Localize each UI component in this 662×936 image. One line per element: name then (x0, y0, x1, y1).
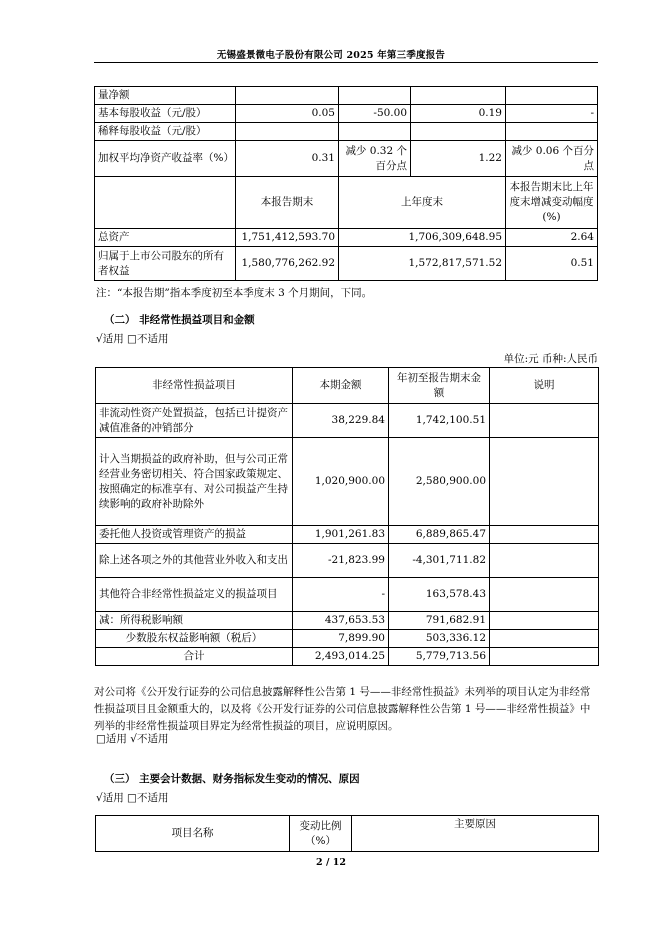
ytd-cell: 5,779,713.56 (389, 648, 490, 666)
applicable-checkbox-3[interactable]: √适用 □不适用 (96, 792, 169, 804)
column-header: 非经常性损益项目 (96, 368, 293, 404)
desc-cell (490, 404, 599, 438)
current-cell: -21,823.99 (293, 544, 389, 578)
column-header: 本期金额 (293, 368, 389, 404)
row-label: 归属于上市公司股东的所有者权益 (95, 247, 236, 281)
row-label: 稀释每股收益（元/股） (95, 123, 236, 141)
unit-label: 单位:元 币种:人民币 (503, 353, 598, 365)
table-row (96, 526, 599, 544)
table-row (96, 404, 599, 438)
ytd-cell: 1,742,100.51 (389, 404, 490, 438)
table-row (96, 612, 599, 630)
row-label: 加权平均净资产收益率（%） (95, 141, 236, 177)
desc-cell (490, 526, 599, 544)
table-row (96, 438, 599, 526)
cell: 减少 0.06 个百分点 (506, 141, 598, 177)
column-header: 上年度末 (339, 177, 506, 229)
desc-cell (490, 630, 599, 648)
cell: 0.05 (236, 105, 339, 123)
table-row (95, 123, 598, 141)
cell: -50.00 (339, 105, 411, 123)
ytd-cell: -4,301,711.82 (389, 544, 490, 578)
cell (236, 87, 339, 105)
desc-cell (490, 544, 599, 578)
item-cell: 非流动性资产处置损益，包括已计提资产减值准备的冲销部分 (96, 404, 293, 438)
cell: 1,706,309,648.95 (339, 229, 506, 247)
cell (506, 123, 598, 141)
column-header: 本报告期末 (236, 177, 339, 229)
current-cell: - (293, 578, 389, 612)
table-row (95, 105, 598, 123)
cell (339, 87, 411, 105)
financial-data-table (94, 86, 598, 281)
row-label: 量净额 (95, 87, 236, 105)
ytd-cell: 163,578.43 (389, 578, 490, 612)
current-cell: 1,020,900.00 (293, 438, 389, 526)
item-cell: 除上述各项之外的其他营业外收入和支出 (96, 544, 293, 578)
header-rule (94, 62, 598, 63)
current-cell: 437,653.53 (293, 612, 389, 630)
cell: 1,572,817,571.52 (339, 247, 506, 281)
ytd-cell: 6,889,865.47 (389, 526, 490, 544)
column-header: 说明 (490, 368, 599, 404)
cell (236, 123, 339, 141)
non-recurring-gains-table (95, 367, 599, 666)
item-cell: 其他符合非经常性损益定义的损益项目 (96, 578, 293, 612)
desc-cell (490, 648, 599, 666)
table-row (95, 247, 598, 281)
cell: - (506, 105, 598, 123)
current-cell: 7,899.90 (293, 630, 389, 648)
column-header: 主要原因 (352, 816, 599, 852)
current-cell: 38,229.84 (293, 404, 389, 438)
page-number: 2 / 12 (316, 857, 346, 868)
cell: 1,751,412,593.70 (236, 229, 339, 247)
table-note: 注：“本报告期”指本季度初至本季度末 3 个月期间，下同。 (96, 287, 373, 299)
explanation-paragraph: 对公司将《公开发行证券的公司信息披露解释性公告第 1 号——非经常性损益》未列举的项目认定为非经常性损益项目且金额重大的，以及将《公开发行证券的公司信息披露解释性公告第 1 号——非经常性损益》中列举的非经常性损益项目界定为经常性损益的项目，应说明原因。 (94, 686, 591, 732)
cell: 0.31 (236, 141, 339, 177)
table-row (96, 578, 599, 612)
desc-cell (490, 612, 599, 630)
ytd-cell: 2,580,900.00 (389, 438, 490, 526)
cell: 1.22 (411, 141, 506, 177)
cell (411, 123, 506, 141)
item-cell: 计入当期损益的政府补助，但与公司正常经营业务密切相关、符合国家政策规定、按照确定的标准享有、对公司损益产生持续影响的政府补助除外 (96, 438, 293, 526)
applicable-checkbox[interactable]: √适用 □不适用 (96, 333, 169, 345)
table-row (95, 229, 598, 247)
ytd-cell: 791,682.91 (389, 612, 490, 630)
table-header-row (96, 368, 599, 404)
cell (506, 87, 598, 105)
blank-header-cell (95, 177, 236, 229)
desc-cell (490, 438, 599, 526)
section-title: （三） 主要会计数据、财务指标发生变动的情况、原因 (104, 773, 360, 785)
table-header-row (95, 177, 598, 229)
current-cell: 2,493,014.25 (293, 648, 389, 666)
item-cell: 少数股东权益影响额（税后） (96, 630, 293, 648)
item-cell: 委托他人投资或管理资产的损益 (96, 526, 293, 544)
column-header: 本报告期末比上年度末增减变动幅度(%) (506, 177, 598, 229)
item-cell: 合计 (96, 648, 293, 666)
item-cell: 减：所得税影响额 (96, 612, 293, 630)
table-row (96, 630, 599, 648)
table-row (96, 544, 599, 578)
section-title: （二） 非经常性损益项目和金额 (104, 314, 255, 326)
cell: 0.51 (506, 247, 598, 281)
applicable-checkbox-2[interactable]: □适用 √不适用 (96, 733, 169, 745)
ytd-cell: 503,336.12 (389, 630, 490, 648)
table-total-row (96, 648, 599, 666)
cell: 0.19 (411, 105, 506, 123)
current-cell: 1,901,261.83 (293, 526, 389, 544)
row-label: 总资产 (95, 229, 236, 247)
cell: 减少 0.32 个百分点 (339, 141, 411, 177)
changes-table (95, 815, 599, 852)
table-header-row (96, 816, 599, 852)
cell (411, 87, 506, 105)
table-row (95, 87, 598, 105)
cell: 1,580,776,262.92 (236, 247, 339, 281)
cell: 2.64 (506, 229, 598, 247)
header-title: 无锡盛景微电子股份有限公司 2025 年第三季度报告 (216, 50, 446, 61)
desc-cell (490, 578, 599, 612)
cell (339, 123, 411, 141)
row-label: 基本每股收益（元/股） (95, 105, 236, 123)
column-header: 变动比例（%） (290, 816, 352, 852)
column-header: 项目名称 (96, 816, 290, 852)
column-header: 年初至报告期末金额 (389, 368, 490, 404)
table-row (95, 141, 598, 177)
